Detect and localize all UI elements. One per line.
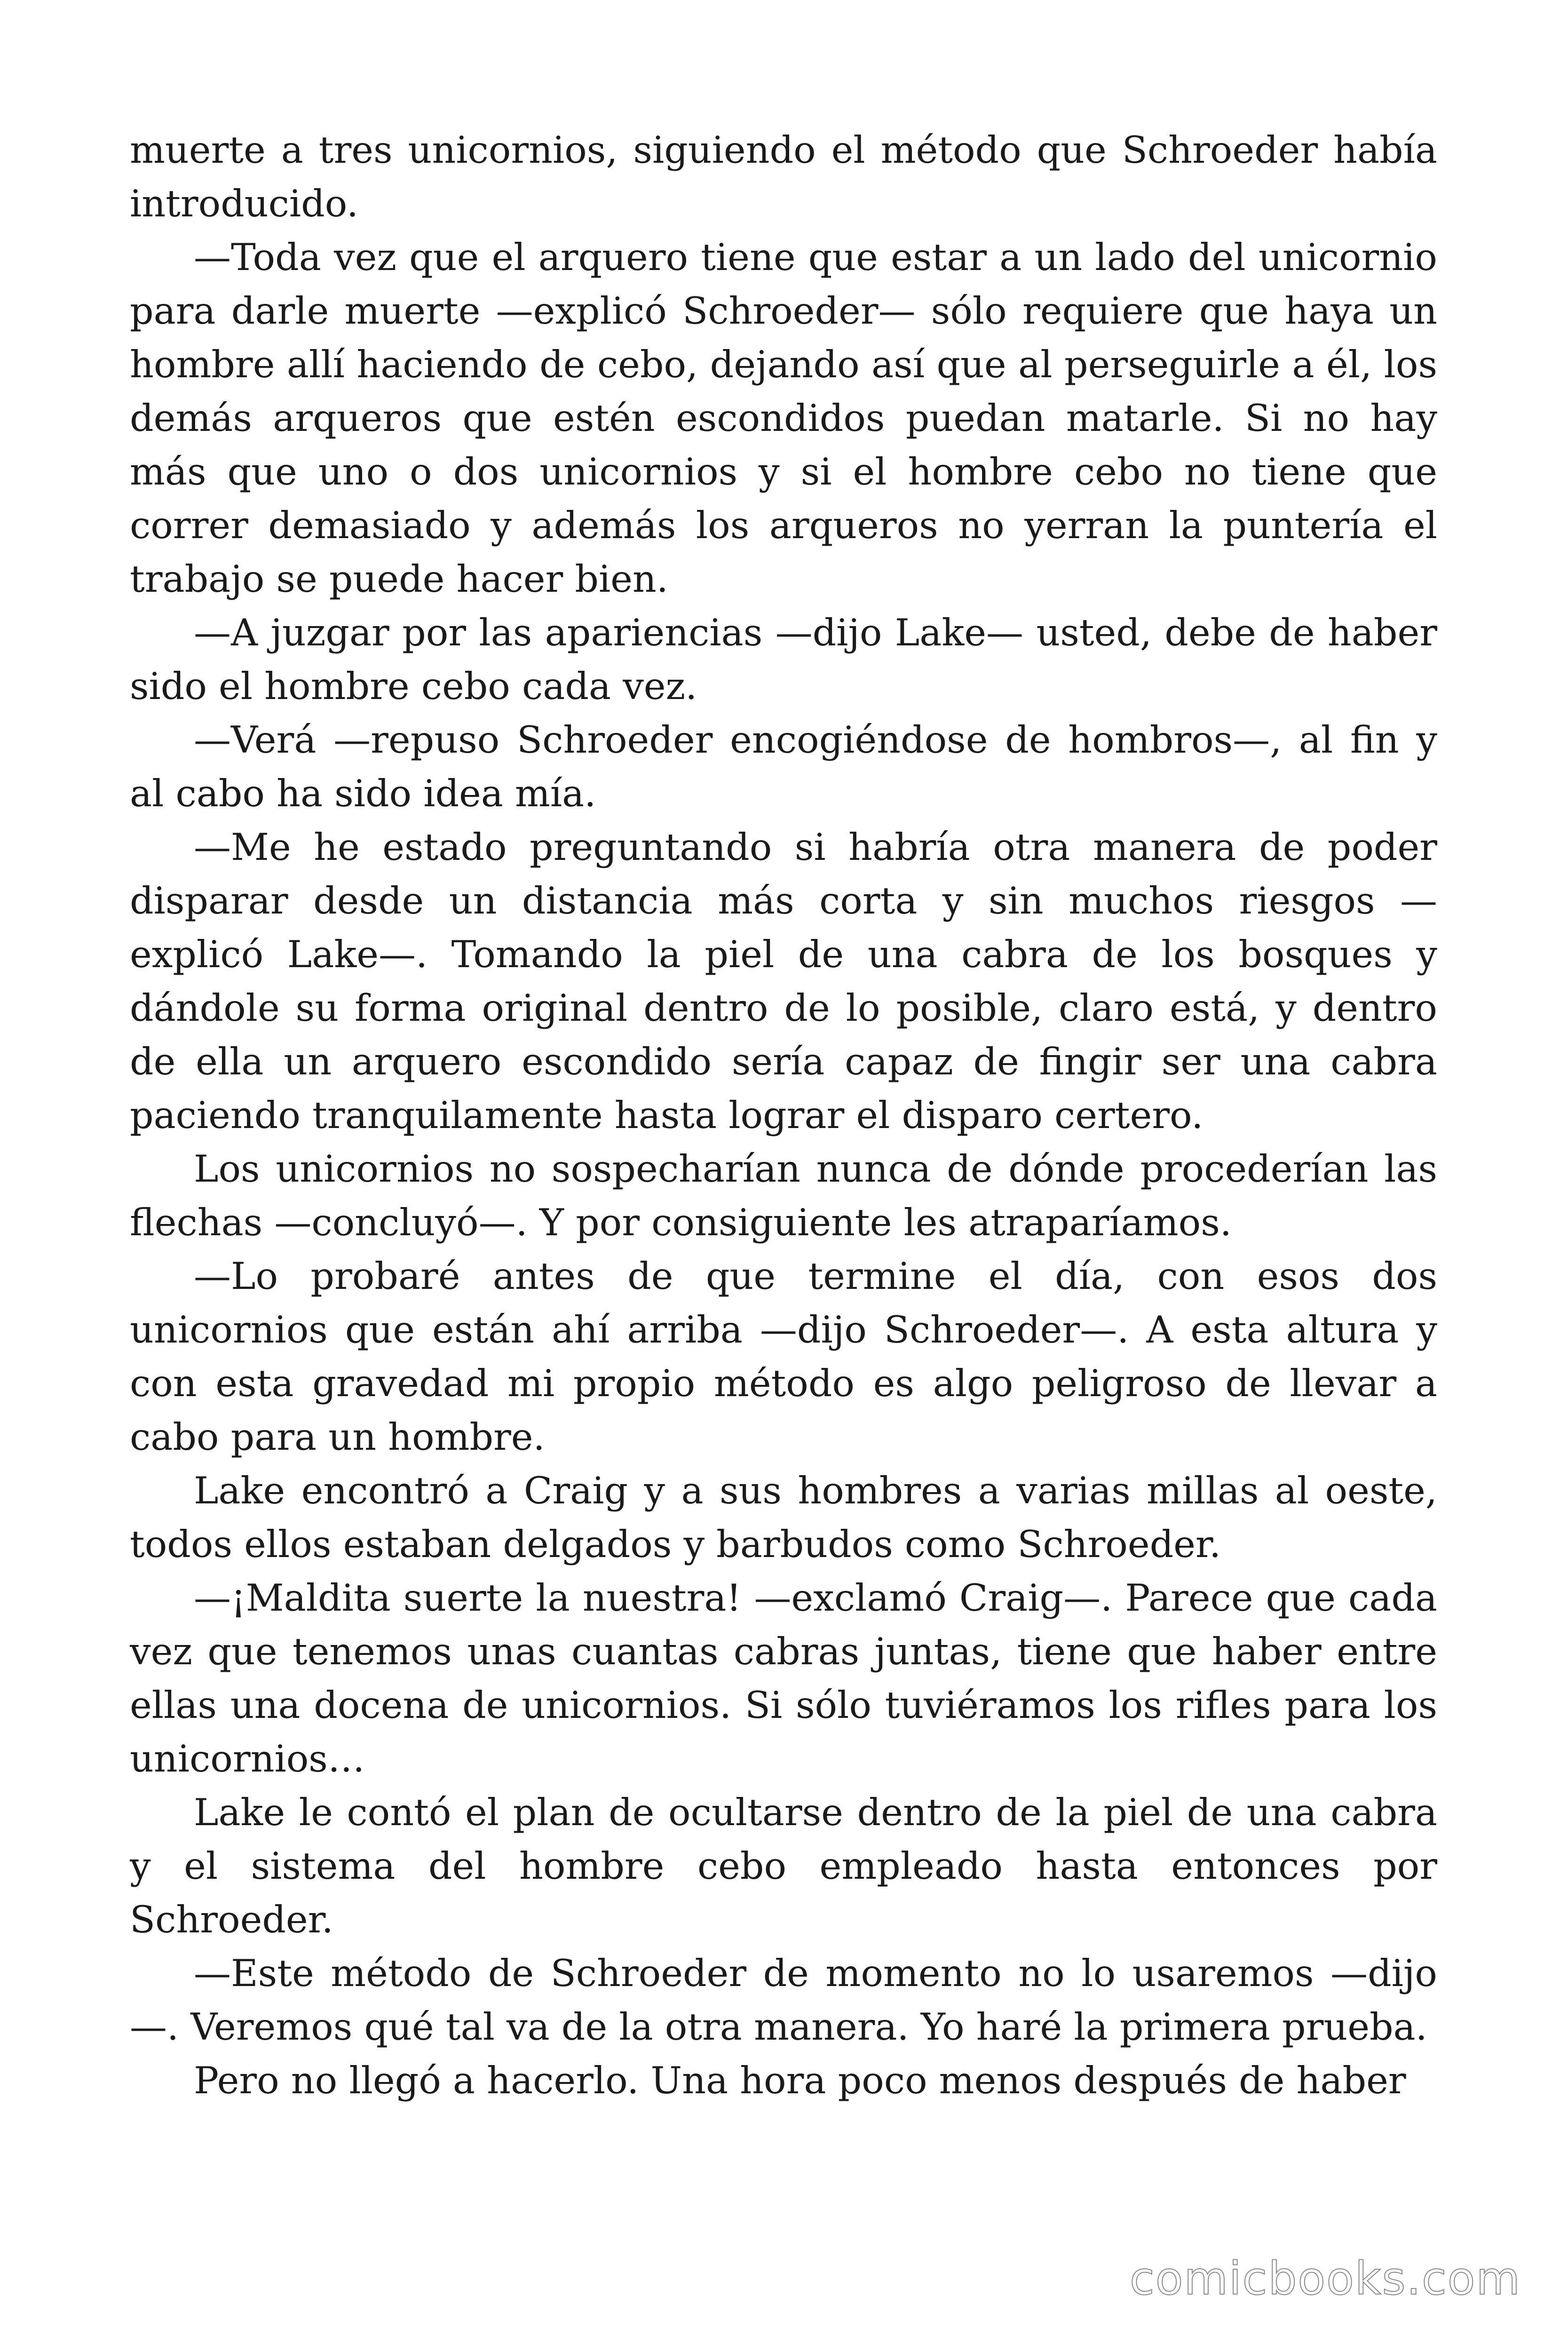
site-watermark: comicbooks.com [1129, 2252, 1521, 2305]
paragraph-4: —Verá —repuso Schroeder encogiéndose de hombros—, al fin y al cabo ha sido idea mía. [130, 718, 1437, 815]
paragraph-7: —Lo probaré antes de que termine el día, con esos dos unicornios que están ahí arriba —dijo Schroeder—. A esta altura y con esta gravedad mi propio método es algo peligroso de llevar a cabo para un hombre. [130, 1255, 1437, 1459]
paragraph-9: —¡Maldita suerte la nuestra! —exclamó Craig—. Parece que cada vez que tenemos unas cuantas cabras juntas, tiene que haber entre ellas una docena de unicornios. Si sólo tuviéramos los rifles para los unicornios… [130, 1576, 1437, 1780]
body-text [130, 123, 1437, 2107]
paragraph-1: muerte a tres unicornios, siguiendo el método que Schroeder había introducido. [130, 128, 1437, 225]
paragraph-2: —Toda vez que el arquero tiene que estar a un lado del unicornio para darle muerte —explicó Schroeder— sólo requiere que haya un hombre allí haciendo de cebo, dejando así que al perseguirle a él, los demás arqueros que estén escondidos puedan matarle. Si no hay más que uno o dos unicornios y si el hombre cebo no tiene que correr demasiado y además los arqueros no yerran la puntería el trabajo se puede hacer bien. [130, 236, 1437, 601]
paragraph-3: —A juzgar por las apariencias —dijo Lake— usted, debe de haber sido el hombre cebo cada vez. [130, 611, 1437, 708]
paragraph-8: Lake encontró a Craig y a sus hombres a varias millas al oeste, todos ellos estaban delgados y barbudos como Schroeder. [130, 1469, 1437, 1566]
paragraph-6: Los unicornios no sospecharían nunca de dónde procederían las flechas —concluyó—. Y por consiguiente les atraparíamos. [130, 1147, 1437, 1244]
paragraph-11: —Este método de Schroeder de momento no lo usaremos —dijo—. Veremos qué tal va de la otra manera. Yo haré la primera prueba. [130, 1952, 1437, 2049]
paragraph-12: Pero no llegó a hacerlo. Una hora poco menos después de haber [194, 2059, 1406, 2102]
paragraph-5: —Me he estado preguntando si habría otra manera de poder disparar desde un distancia más corta y sin muchos riesgos —explicó Lake—. Tomando la piel de una cabra de los bosques y dándole su forma original dentro de lo posible, claro está, y dentro de ella un arquero escondido sería capaz de fingir ser una cabra paciendo tranquilamente hasta lograr el disparo certero. [130, 826, 1437, 1137]
paragraph-10: Lake le contó el plan de ocultarse dentro de la piel de una cabra y el sistema del hombre cebo empleado hasta entonces por Schroeder. [130, 1791, 1437, 1941]
